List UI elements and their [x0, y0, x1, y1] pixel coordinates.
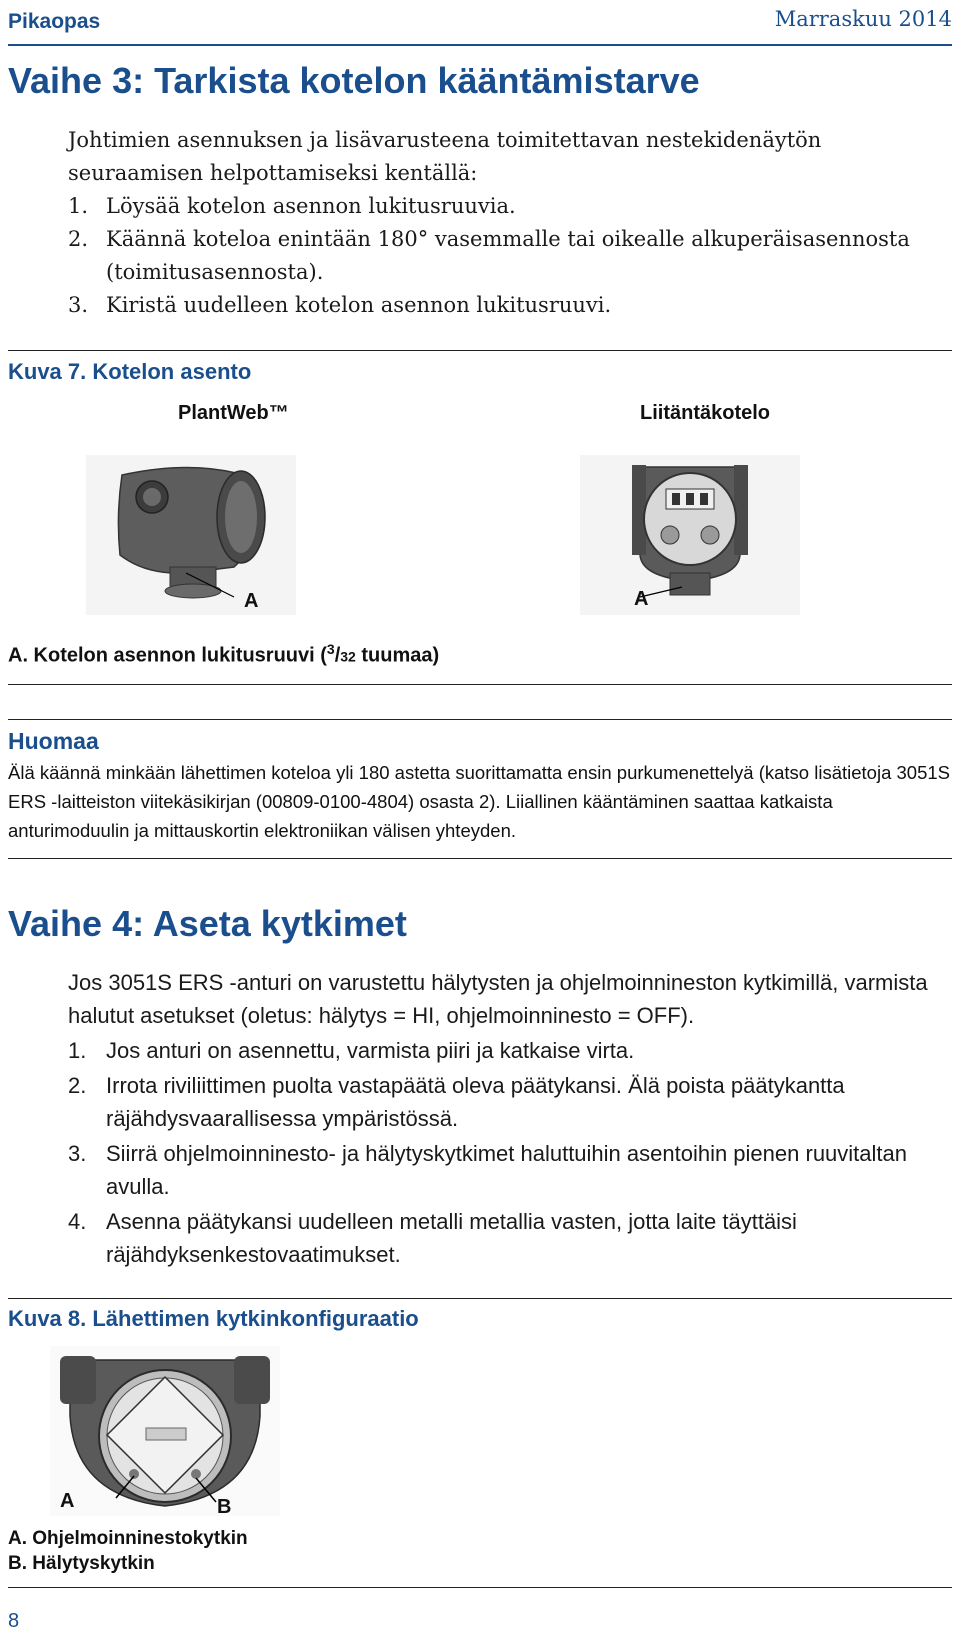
figure8-top-rule [8, 1298, 952, 1299]
figure7-plantweb-label: PlantWeb™ [178, 402, 289, 424]
figure7-bottom-rule [8, 684, 952, 685]
figure7-terminal-label: Liitäntäkotelo [640, 402, 771, 424]
list-item [68, 190, 948, 223]
list-item [68, 289, 948, 322]
header-rule [8, 44, 952, 46]
page-number: 8 [8, 1610, 20, 1632]
switch-configuration-image [50, 1346, 280, 1516]
list-item [68, 1205, 948, 1271]
list-text: Asenna päätykansi uudelleen metalli metallia vasten, jotta laite täyttäisi räjähdyksenkestovaatimukset. [106, 1209, 797, 1267]
list-number: 2. [68, 1073, 87, 1098]
list-text: Käännä koteloa enintään 180° vasemmalle tai oikealle alkuperäisasennosta (toimitusasennosta). [106, 227, 910, 284]
list-text: Irrota riviliittimen puolta vastapäätä oleva päätykansi. Älä poista päätykantta räjähdysvaarallisessa ympäristössä. [106, 1073, 845, 1131]
figure7-callout-right: A [634, 588, 649, 610]
list-text: Jos anturi on asennettu, varmista piiri ja katkaise virta. [106, 1038, 635, 1063]
list-number: 3. [68, 1141, 87, 1166]
list-number: 1. [68, 194, 89, 218]
terminal-housing-image [580, 455, 800, 615]
step4-intro: Jos 3051S ERS -anturi on varustettu hälytysten ja ohjelmoinnineston kytkimillä, varmista halutut asetukset (oletus: hälytys = HI, ohjelmoinninesto = OFF). [68, 970, 928, 1028]
list-number: 2. [68, 227, 89, 251]
step3-list [68, 190, 948, 322]
note-bottom-rule [8, 858, 952, 859]
list-text: Löysää kotelon asennon lukitusruuvia. [106, 194, 516, 218]
list-item [68, 1034, 948, 1067]
list-number: 3. [68, 293, 89, 317]
figure8-legend-a: A. Ohjelmoinninestokytkin [8, 1528, 248, 1549]
caption-text: A. Kotelon asennon lukitusruuvi ( [8, 644, 327, 667]
step4-body [68, 966, 948, 1271]
note-top-rule [8, 719, 952, 720]
list-text: Siirrä ohjelmoinninesto- ja hälytyskytkimet haluttuihin asentoihin pienen ruuvitaltan avulla. [106, 1141, 907, 1199]
note-title: Huomaa [8, 728, 99, 754]
step3-heading: Vaihe 3: Tarkista kotelon kääntämistarve [8, 60, 700, 101]
list-item [68, 1069, 948, 1135]
figure7-callout-left: A [244, 590, 259, 612]
list-item [68, 1137, 948, 1203]
figure8-callout-b: B [217, 1496, 232, 1518]
caption-fraction-denominator: 32 [340, 648, 356, 665]
plantweb-housing-image [86, 455, 296, 615]
step3-body [68, 124, 948, 322]
list-number: 4. [68, 1209, 87, 1234]
figure8-callout-a: A [60, 1490, 75, 1512]
step4-list [68, 1034, 948, 1271]
figure8-legend-b: B. Hälytyskytkin [8, 1553, 155, 1574]
list-number: 1. [68, 1038, 87, 1063]
figure7-top-rule [8, 350, 952, 351]
step3-intro: Johtimien asennuksen ja lisävarusteena toimitettavan nestekidenäytön seuraamisen helpottamiseksi kentällä: [68, 128, 822, 185]
header-date: Marraskuu 2014 [774, 7, 952, 31]
figure8-title: Kuva 8. Lähettimen kytkinkonfiguraatio [8, 1306, 419, 1331]
figure7-title: Kuva 7. Kotelon asento [8, 359, 252, 384]
step4-heading: Vaihe 4: Aseta kytkimet [8, 903, 407, 944]
note-text: Älä käännä minkään lähettimen koteloa yli 180 astetta suorittamatta ensin purkumenettelyä (katso lisätietoja 3051S ERS -laitteiston viitekäsikirjan (00809-0100-4804) osasta 2). Liiallinen kääntäminen saattaa katkaista anturimoduulin ja mittauskortin elektroniikan välisen yhteyden. [8, 762, 950, 841]
caption-fraction-numerator: 3 [326, 641, 335, 657]
list-item [68, 223, 948, 289]
caption-text-end: tuumaa) [355, 644, 440, 667]
header-section-label: Pikaopas [8, 10, 101, 33]
footer-rule [8, 1587, 952, 1588]
list-text: Kiristä uudelleen kotelon asennon lukitusruuvi. [106, 293, 612, 317]
figure7-caption: A. Kotelon asennon lukitusruuvi ($^3$/32 tuumaa) [8, 641, 440, 667]
